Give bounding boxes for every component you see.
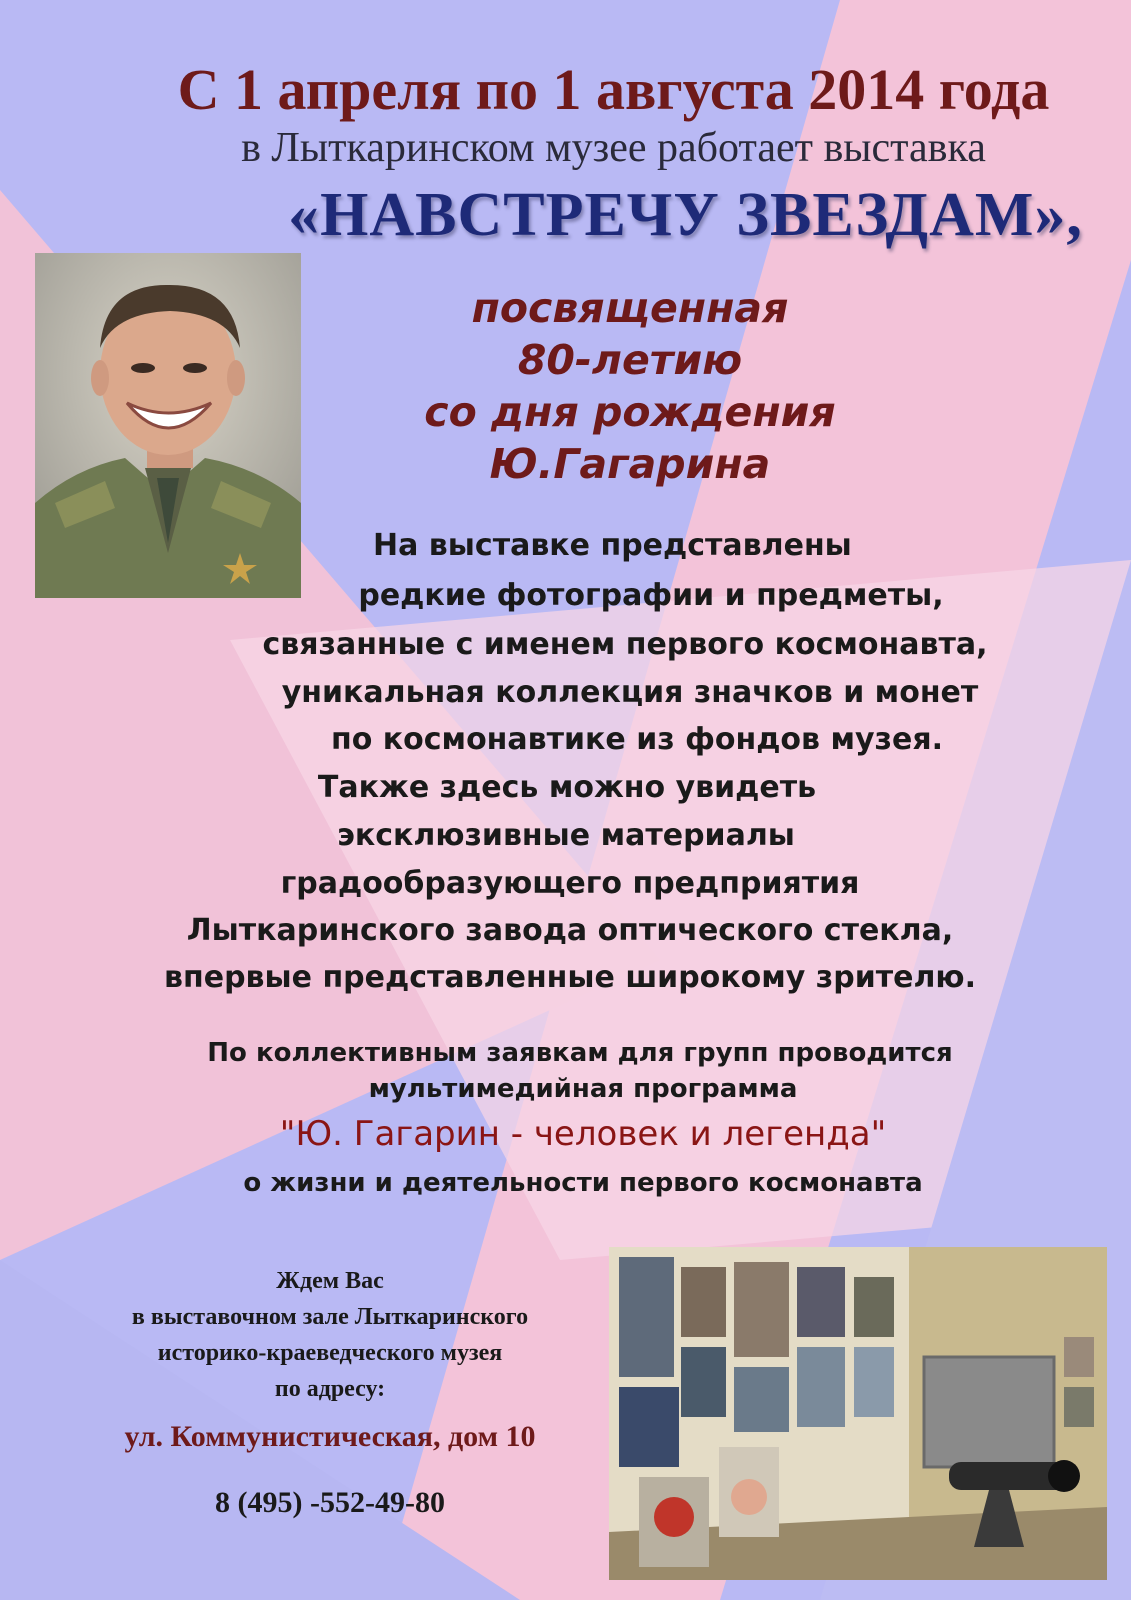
program-subtitle: о жизни и деятельности первого космонавта: [243, 1168, 923, 1198]
footer-invite-line: по адресу:: [274, 1376, 386, 1402]
description-line: На выставке представлены: [373, 528, 852, 563]
dedication-line: посвященная: [471, 284, 789, 332]
program-intro-line: По коллективным заявкам для групп проводится: [207, 1038, 953, 1068]
description-line: впервые представленные широкому зрителю.: [164, 960, 976, 995]
dedication-line: Ю.Гагарина: [489, 440, 771, 488]
gagarin-portrait-photo: [35, 253, 301, 598]
exhibition-title: «НАВСТРЕЧУ ЗВЕЗДАМ»,: [288, 181, 1083, 249]
exhibition-subtitle: в Лыткаринском музее работает выставка: [241, 125, 986, 171]
footer-phone: 8 (495) -552-49-80: [215, 1486, 445, 1519]
footer-address: ул. Коммунистическая, дом 10: [124, 1420, 536, 1453]
description-line: связанные с именем первого космонавта,: [262, 627, 988, 662]
exhibition-dates: С 1 апреля по 1 августа 2014 года: [177, 57, 1050, 122]
description-line: эксклюзивные материалы: [337, 818, 795, 853]
description-line: уникальная коллекция значков и монет: [281, 675, 979, 710]
description-line: по космонавтике из фондов музея.: [331, 722, 943, 757]
footer-invite-line: Ждем Вас: [276, 1268, 384, 1294]
description-line: градообразующего предприятия: [280, 866, 860, 901]
description-line: Лыткаринского завода оптического стекла,: [186, 913, 954, 948]
dedication-line: со дня рождения: [424, 388, 836, 436]
description-line: редкие фотографии и предметы,: [358, 578, 944, 613]
dedication-line: 80-летию: [517, 336, 743, 384]
program-title: "Ю. Гагарин - человек и легенда": [279, 1114, 887, 1154]
footer-invite-line: в выставочном зале Лыткаринского: [131, 1304, 529, 1330]
exhibition-hall-photo: [609, 1247, 1107, 1580]
program-intro-line: мультимедийная программа: [368, 1074, 798, 1104]
footer-invite-line: историко-краеведческого музея: [157, 1340, 503, 1366]
description-line: Также здесь можно увидеть: [317, 770, 817, 805]
